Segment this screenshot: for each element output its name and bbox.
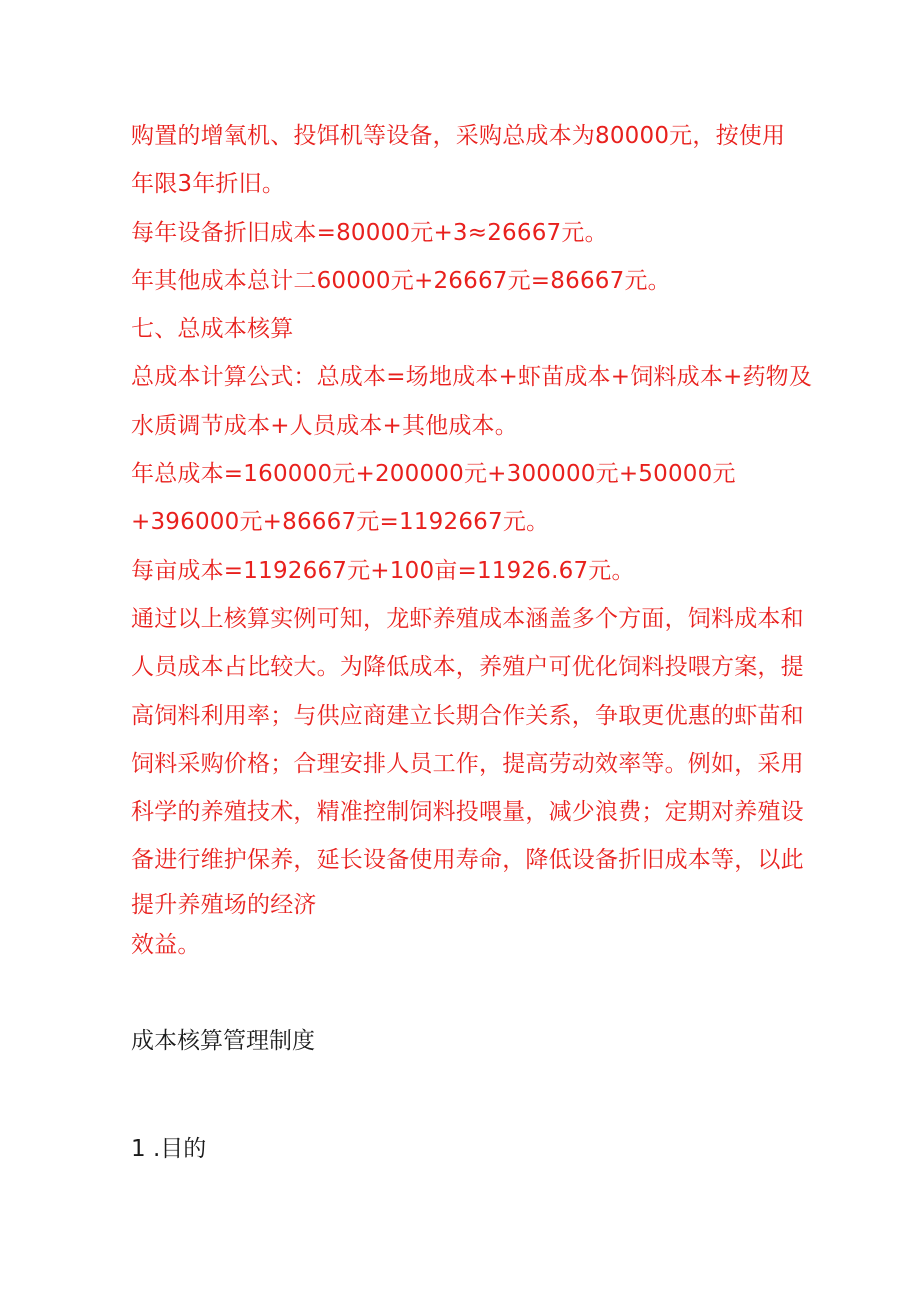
text-line-formula-part1: 总成本计算公式：总成本=场地成本+虾苗成本+饲料成本+药物及 bbox=[131, 364, 813, 391]
text-line-conclusion-6: 备进行维护保养，延长设备使用寿命，降低设备折旧成本等，以此 bbox=[131, 847, 804, 874]
text-line-conclusion-1: 通过以上核算实例可知，龙虾养殖成本涵盖多个方面，饲料成本和 bbox=[131, 605, 804, 632]
text-line-per-mu-cost: 每亩成本=1192667元+100亩=11926.67元。 bbox=[131, 557, 635, 584]
text-line-equipment-purchase: 购置的增氧机、投饵机等设备，采购总成本为80000元，按使用 bbox=[131, 123, 786, 149]
text-line-annual-depreciation: 每年设备折旧成本=80000元+3≈26667元。 bbox=[131, 219, 608, 246]
text-line-conclusion-3: 高饲料利用率；与供应商建立长期合作关系，争取更优惠的虾苗和 bbox=[131, 702, 804, 729]
cost-calculation-body bbox=[131, 112, 813, 965]
text-line-depreciation-years: 年限3年折旧。 bbox=[131, 171, 286, 198]
text-line-conclusion-2: 人员成本占比较大。为降低成本，养殖户可优化饲料投喂方案，提 bbox=[131, 654, 804, 681]
text-line-conclusion-8: 效益。 bbox=[131, 931, 201, 958]
text-line-annual-total-part1: 年总成本=160000元+200000元+300000元+50000元 bbox=[131, 461, 736, 488]
text-line-formula-part2: 水质调节成本+人员成本+其他成本。 bbox=[131, 412, 518, 439]
document-title: 成本核算管理制度 bbox=[131, 1028, 315, 1054]
text-line-conclusion-5: 科学的养殖技术，精准控制饲料投喂量，减少浪费；定期对养殖设 bbox=[131, 799, 804, 826]
text-line-annual-total-part2: +396000元+86667元=1192667元。 bbox=[131, 509, 550, 536]
section-heading-purpose: 1 .目的 bbox=[131, 1136, 207, 1162]
section-heading-total-cost: 七、总成本核算 bbox=[131, 316, 294, 343]
text-line-other-costs-total: 年其他成本总计二60000元+26667元=86667元。 bbox=[131, 267, 671, 294]
text-line-conclusion-7: 提升养殖场的经济 bbox=[131, 891, 317, 918]
text-line-conclusion-4: 饲料采购价格；合理安排人员工作，提高劳动效率等。例如，采用 bbox=[131, 750, 804, 777]
